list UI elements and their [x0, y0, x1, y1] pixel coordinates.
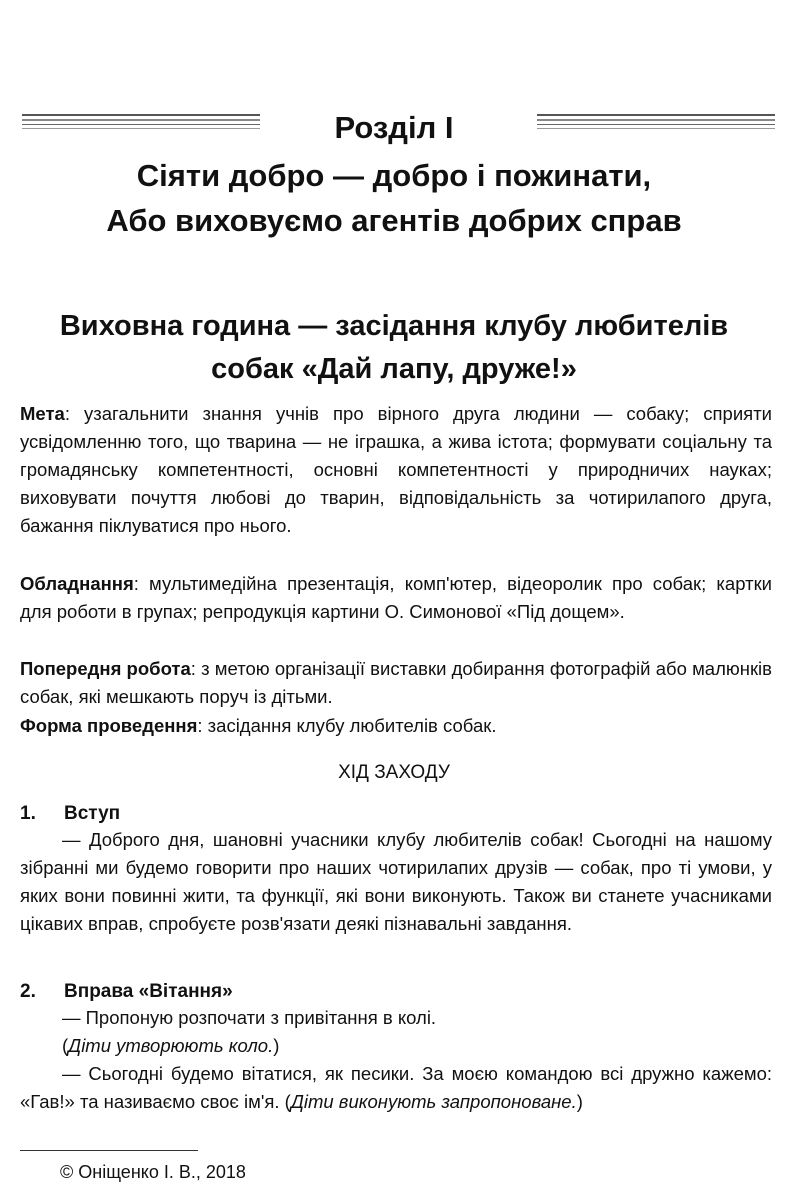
lesson-title-line1: Виховна година — засідання клубу любителів	[59, 310, 729, 342]
meta-equipment-label: Обладнання	[20, 573, 134, 594]
meta-prep-label: Попередня робота	[20, 658, 191, 679]
meta-equipment-text: : мультимедійна презентація, комп'ютер, відеоролик про собак; картки для роботи в групах; репродукція картини О. Симонової «Під дощем».	[20, 573, 772, 622]
step-2-line-2: (Діти утворюють коло.)	[62, 1035, 280, 1056]
meta-goal	[20, 400, 772, 540]
meta-equipment	[20, 570, 772, 626]
section-title-line1: Сіяти добро — добро і пожинати,	[136, 158, 652, 193]
step-1-number: 1.	[20, 803, 36, 824]
copyright: © Оніщенко І. В., 2018	[60, 1162, 246, 1182]
meta-prep-text: : з метою організації виставки добирання фотографій або малюнків собак, які мешкають поруч із дітьми.	[20, 658, 772, 707]
step-2-title: Вправа «Вітання»	[64, 981, 233, 1002]
meta-goal-label: Мета	[20, 403, 65, 424]
section-label: Розділ І	[334, 110, 454, 145]
step-2-line-1: — Пропоную розпочати з привітання в колі.	[62, 1007, 437, 1028]
meta-form	[20, 712, 772, 740]
step-2-line-3-start: — Сьогодні будемо вітатися, як песики. За моєю командою всі дружно кажемо: «Гав!» та називаємо своє ім'я. (	[20, 1063, 772, 1112]
step-2-line-3-italic: Діти виконують запропоноване.	[290, 1091, 577, 1112]
lesson-title-line2: собак «Дай лапу, друже!»	[211, 353, 577, 385]
step-1-title: Вступ	[64, 803, 121, 824]
step-2-line-3-end: )	[576, 1091, 583, 1112]
footer-rule	[20, 1150, 198, 1151]
meta-goal-text: : узагальнити знання учнів про вірного друга людини — собаку; сприяти усвідомленню того, що тварина — не іграшка, а жива істота; формувати соціальну та громадянську компетентності, основні компетентності у природничих науках; виховувати почуття любові до тварин, відповідальність за чотирилапого друга, бажання піклуватися про нього.	[20, 403, 772, 536]
meta-preparation	[20, 655, 772, 711]
section-title-line2: Або виховуємо агентів добрих справ	[106, 203, 682, 238]
step-2-number: 2.	[20, 981, 36, 1002]
step-2-line-3	[20, 1060, 772, 1116]
step-2-heading	[20, 978, 233, 1006]
course-heading: ХІД ЗАХОДУ	[338, 762, 450, 783]
lesson-title	[0, 305, 788, 391]
step-1-heading	[20, 800, 120, 828]
meta-form-label: Форма проведення	[20, 715, 198, 736]
meta-form-text: : засідання клубу любителів собак.	[197, 715, 497, 736]
section-title	[0, 153, 788, 243]
step-1-text: — Доброго дня, шановні учасники клубу любителів собак! Сьогодні на нашому зібранні ми будемо говорити про наших чотирилапих друзів — собак, про ті умови, у яких вони повинні жити, та функції, які вони виконують. Також ви станете учасниками цікавих вправ, спробуєте розв'язати деякі пізнавальні завдання.	[20, 829, 772, 934]
step-2-stage-direction: Діти утворюють коло.	[68, 1035, 274, 1056]
